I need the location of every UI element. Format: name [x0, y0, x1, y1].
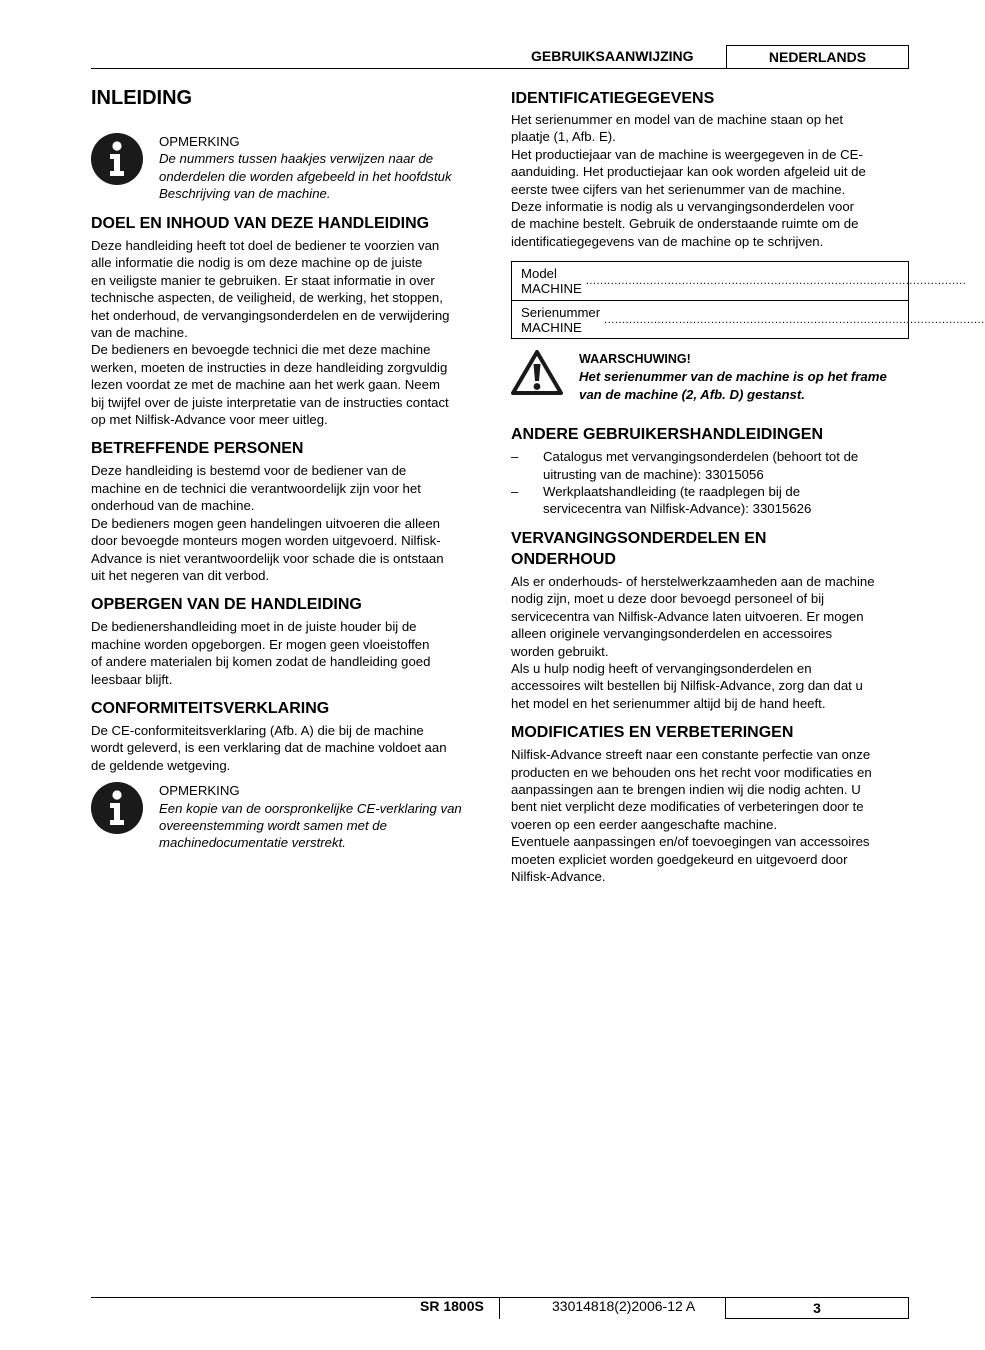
text-line: leesbaar blijft. — [91, 671, 173, 687]
text-line: De bedieners en bevoegde technici die met deze machine — [91, 342, 431, 358]
text-line: Als er onderhouds- of herstelwerkzaamheden aan de machine — [511, 573, 875, 589]
text-line: technische aspecten, de veiligheid, de werking, het stoppen, — [91, 290, 443, 306]
header-divider — [91, 68, 727, 69]
paragraph — [91, 722, 484, 774]
text-line: bij twijfel over de juiste interpretatie van de instructies contact — [91, 394, 449, 410]
text-line: moeten expliciet worden goedgekeurd en uitgevoerd door — [511, 851, 848, 867]
text-line: De CE-conformiteitsverklaring (Afb. A) die bij de machine — [91, 722, 424, 738]
text-line: alleen originele vervangingsonderdelen en accessoires — [511, 626, 833, 642]
section-heading-identificatie: IDENTIFICATIEGEGEVENS — [511, 90, 715, 107]
notice-label: OPMERKING — [159, 783, 240, 799]
text-line: servicecentra van Nilfisk-Advance laten uitvoeren. Er mogen — [511, 608, 864, 624]
text-line: Het serienummer en model van de machine staan op het — [511, 112, 844, 127]
warning-text: Het serienummer van de machine is op het frame van de machine (2, Afb. D) gestanst. — [579, 369, 887, 403]
text-line: aanpassingen aan te brengen indien wij die nodig achten. U — [511, 781, 861, 797]
list-item — [511, 483, 910, 518]
text-line: Advance is niet verantwoordelijk voor schade die is ontstaan — [91, 550, 444, 566]
text-line: onderhoud van de machine. — [91, 498, 255, 514]
section-heading-opbergen: OPBERGEN VAN DE HANDLEIDING — [91, 596, 362, 614]
text-line: of andere materialen bij komen zodat de handleiding goed — [91, 654, 431, 670]
text-line: nodig zijn, moet u deze door bevoegd personeel of bij — [511, 591, 825, 607]
page-number: 3 — [725, 1297, 909, 1319]
paragraph — [511, 573, 910, 712]
text-line: de geldende wetgeving. — [91, 757, 231, 773]
left-column — [91, 86, 484, 850]
text-line: de machine bestelt. Gebruik de onderstaande ruimte om de — [511, 216, 859, 232]
info-icon — [91, 782, 143, 834]
text-line: Deze handleiding is bestemd voor de bediener van de — [91, 463, 407, 479]
warning-box — [511, 348, 910, 414]
section-heading-conformiteit: CONFORMITEITSVERKLARING — [91, 699, 330, 717]
list-item — [511, 448, 910, 483]
text-line: en veiligste manier te gebruiken. Er staat informatie in over — [91, 272, 435, 288]
text-line: Nilfisk-Advance. — [511, 868, 606, 884]
paragraph — [511, 111, 910, 250]
text-line: identificatiegegevens van de machine op te schrijven. — [511, 233, 824, 249]
right-column — [511, 86, 985, 885]
text-line: worden gebruikt. — [511, 643, 609, 659]
fill-in-dots: ........................................................................................................... — [585, 275, 967, 288]
text-line: op met Nilfisk-Advance voor meer uitleg. — [91, 412, 328, 428]
notice-text: Een kopie van de oorspronkelijke CE-verklaring van overeenstemming wordt samen met de machinedocumentatie verstrekt. — [159, 800, 462, 851]
warning-title: WAARSCHUWING! — [579, 352, 691, 367]
serial-field-label: Serienummer MACHINE — [521, 304, 601, 335]
text-line: machine worden opgeborgen. Er mogen geen vloeistoffen — [91, 636, 430, 652]
text-line: Werkplaatshandleiding (te raadplegen bij de — [543, 484, 801, 500]
manual-type-label: GEBRUIKSAANWIJZING — [531, 48, 694, 64]
notice-label: OPMERKING — [159, 134, 240, 149]
text-line: servicecentra van Nilfisk-Advance): 33015626 — [543, 501, 812, 517]
section-heading-vervanging — [511, 528, 910, 570]
footer-model: SR 1800S — [420, 1298, 484, 1314]
footer-doc-number: 33014818(2)2006-12 A — [552, 1298, 696, 1314]
text-line: bent niet verplicht deze modificaties of verbeteringen door te — [511, 799, 864, 815]
section-heading-doel: DOEL EN INHOUD VAN DEZE HANDLEIDING — [91, 215, 430, 232]
serial-field[interactable] — [512, 300, 985, 338]
text-line: voeren op een eerder aangeschafte machine. — [511, 816, 778, 832]
text-line: machine en de technici die verantwoordelijk zijn voor het — [91, 480, 421, 496]
heading-line: ONDERHOUD — [511, 550, 616, 568]
text-line: door bevoegde monteurs mogen worden uitgevoerd. Nilfisk- — [91, 533, 441, 549]
paragraph — [511, 746, 910, 885]
text-line: Eventuele aanpassingen en/of toevoegingen van accessoires — [511, 834, 870, 850]
text-line: Als u hulp nodig heeft of vervangingsonderdelen en — [511, 660, 812, 676]
paragraph — [91, 462, 484, 584]
text-line: De bedieners mogen geen handelingen uitvoeren die alleen — [91, 515, 440, 531]
text-line: het onderhoud, de vervangingsonderdelen en de verwijdering — [91, 307, 450, 323]
text-line: aanduiding. Het productiejaar kan ook worden afgeleid uit de — [511, 164, 866, 180]
list-dash: – — [511, 449, 519, 465]
model-field[interactable] — [512, 262, 967, 300]
text-line: Catalogus met vervangingsonderdelen (behoort tot de — [543, 449, 859, 465]
list-dash: – — [511, 484, 519, 500]
paragraph — [91, 618, 484, 688]
section-heading-andere: ANDERE GEBRUIKERSHANDLEIDINGEN — [511, 426, 824, 444]
section-heading-betreffende: BETREFFENDE PERSONEN — [91, 440, 304, 458]
paragraph — [91, 237, 484, 428]
model-field-label: Model MACHINE — [521, 266, 582, 297]
text-line: lezen voordat ze met de machine aan het werk gaan. Neem — [91, 377, 440, 393]
heading-line: VERVANGINGSONDERDELEN EN — [511, 529, 767, 547]
text-line: producten en we behouden ons het recht voor modificaties en — [511, 764, 872, 780]
page-title: INLEIDING — [91, 87, 193, 109]
text-line: Deze informatie is nodig als u vervangingsonderdelen voor — [511, 199, 855, 215]
text-line: van de machine. — [91, 325, 188, 341]
info-icon — [91, 133, 143, 185]
notice-text: De nummers tussen haakjes verwijzen naar de onderdelen die worden afgebeeld in het hoofdstuk Beschrijving van de machine. — [159, 151, 452, 202]
text-line: uitrusting van de machine): 33015056 — [543, 466, 764, 482]
warning-icon — [511, 349, 563, 395]
text-line: accessoires wilt bestellen bij Nilfisk-Advance, zorg dan dat u — [511, 678, 863, 694]
notice-box — [91, 780, 484, 850]
text-line: Deze handleiding heeft tot doel de bediener te voorzien van — [91, 238, 440, 253]
text-line: Nilfisk-Advance streeft naar een constante perfectie van onze — [511, 747, 871, 763]
text-line: het model en het serienummer altijd bij de hand heeft. — [511, 695, 826, 711]
fill-in-dots: ........................................................................................................... — [604, 313, 985, 326]
language-label: NEDERLANDS — [726, 45, 909, 69]
text-line: eerste twee cijfers van het serienummer van de machine. — [511, 181, 846, 197]
section-heading-modificaties: MODIFICATIES EN VERBETERINGEN — [511, 724, 794, 742]
text-line: plaatje (1, Afb. E). — [511, 129, 616, 145]
footer-separator — [499, 1297, 500, 1319]
notice-box — [91, 131, 484, 203]
manual-list — [511, 448, 910, 518]
text-line: wordt geleverd, is een verklaring dat de machine voldoet aan — [91, 740, 447, 756]
text-line: Het productiejaar van de machine is weergegeven in de CE- — [511, 146, 863, 162]
text-line: alle informatie die nodig is om deze machine op de juiste — [91, 255, 423, 271]
text-line: uit het negeren van dit verbod. — [91, 567, 270, 583]
text-line: werken, moeten de instructies in deze handleiding zorgvuldig — [91, 359, 448, 375]
text-line: De bedienershandleiding moet in de juiste houder bij de — [91, 619, 417, 635]
identification-form — [511, 261, 985, 339]
